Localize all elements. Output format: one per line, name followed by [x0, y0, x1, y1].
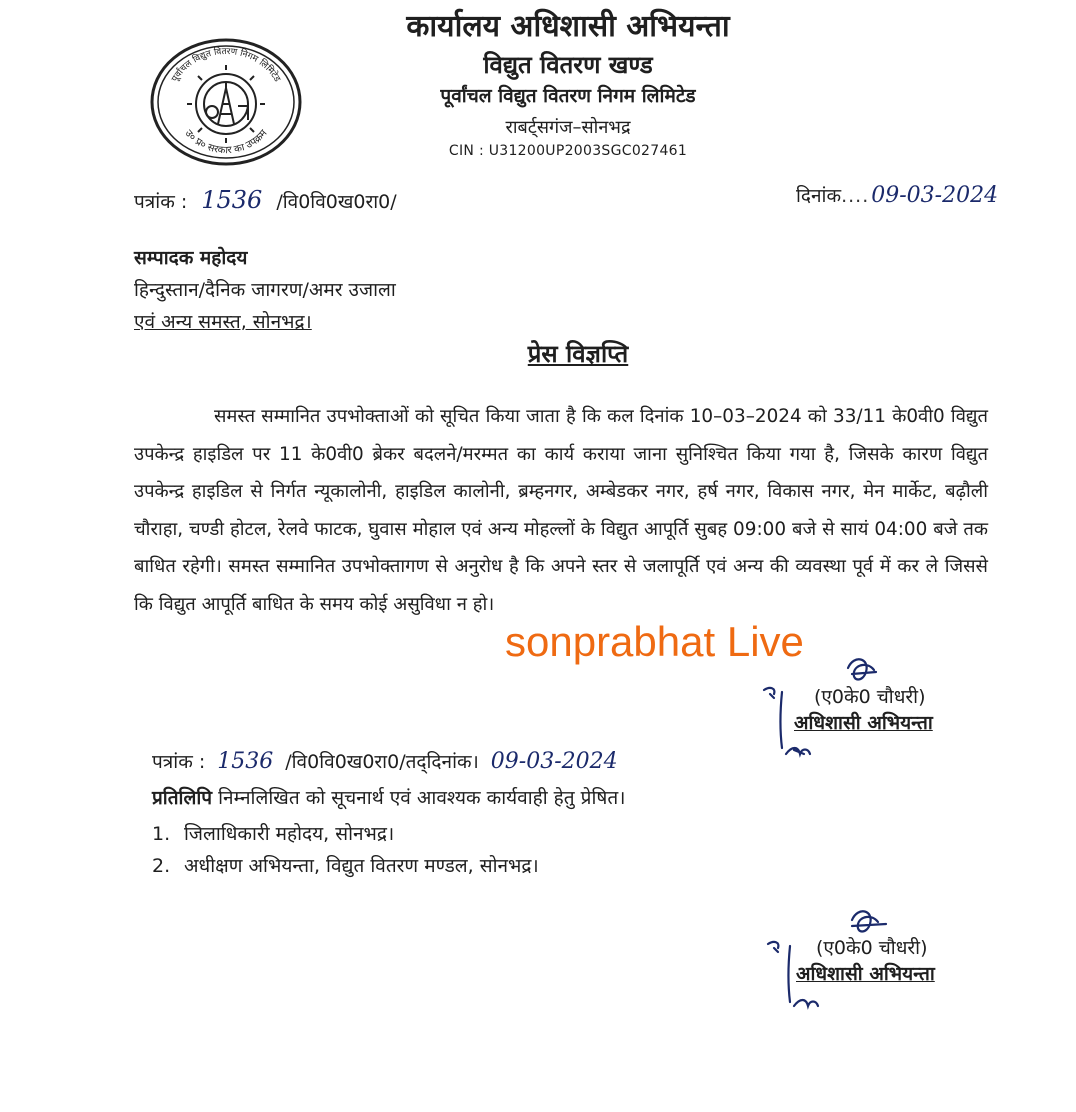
copy-reference-suffix: /वि0वि0ख0रा0/तद्‌दिनांक।: [285, 751, 479, 773]
office-title: कार्यालय अधिशासी अभियन्ता: [406, 9, 730, 44]
signatory-title-1: अधिशासी अभियन्ता: [794, 712, 933, 734]
reference-line: [134, 186, 397, 214]
location-name: राबर्ट्सगंज–सोनभद्र: [505, 117, 631, 138]
list-item-number: 2.: [152, 855, 171, 877]
copy-recipient-list: [152, 818, 539, 882]
subject-heading: प्रेस विज्ञप्ति: [527, 340, 629, 368]
copy-intro-rest: निम्नलिखित को सूचनार्थ एवं आवश्यक कार्यवाही हेतु प्रेषित।: [218, 787, 626, 809]
seal-ring-text-bottom: उ० प्र० सरकार का उपक्रम: [182, 128, 270, 157]
signatory-title-2: अधिशासी अभियन्ता: [796, 963, 935, 985]
reference-number: 1536: [201, 186, 263, 214]
list-item-text: अधीक्षण अभियन्ता, विद्युत वितरण मण्डल, सोनभद्र।: [184, 855, 539, 877]
addressee-line2: हिन्दुस्तान/दैनिक जागरण/अमर उजाला: [134, 279, 396, 301]
signatory-name-1: (ए0के0 चौधरी): [814, 686, 926, 708]
date-label: दिनांक: [796, 185, 842, 207]
copy-reference-line: [152, 748, 618, 774]
list-item: [152, 850, 539, 882]
press-release-body: समस्त सम्मानित उपभोक्ताओं को सूचित किया जाता है कि कल दिनांक 10–03–2024 को 33/11 के0वी0 विद्युत उपकेन्द्र हाइडिल पर 11 के0वी0 ब्रेकर बदलने/मरम्मत का कार्य कराया जाना सुनिश्चित किया गया है, जिसके कारण विद्युत उपकेन्द्र हाइडिल से निर्गत न्यूकालोनी, हाइडिल कालोनी, ब्रम्हनगर, अम्बेडकर नगर, हर्ष नगर, विकास नगर, मेन मार्केट, बढ़ौली चौराहा, चण्डी होटल, रेलवे फाटक, घुवास मोहाल एवं अन्य मोहल्लों के विद्युत आपूर्ति सुबह 09:00 बजे से सायं 04:00 बजे तक बाधित रहेगी। समस्त सम्मानित उपभोक्तागण से अनुरोध है कि अपने स्तर से जलापूर्ति एवं अन्य की व्यवस्था पूर्व में कर ले जिससे कि विद्युत आपूर्ति बाधित के समय कोई असुविधा न हो।: [134, 406, 988, 615]
signature-block-2: [796, 934, 935, 986]
signatory-name-2: (ए0के0 चौधरी): [816, 937, 928, 959]
cin-number: CIN : U31200UP2003SGC027461: [448, 143, 688, 159]
addressee-line3: एवं अन्य समस्त, सोनभद्र।: [134, 311, 312, 333]
copy-reference-label: पत्रांक :: [152, 751, 206, 773]
copy-reference-date: 09-03-2024: [490, 749, 618, 774]
date-line: [796, 182, 998, 208]
company-name: पूर्वांचल विद्युत वितरण निगम लिमिटेड: [440, 85, 696, 107]
list-item: [152, 818, 539, 850]
date-value: 09-03-2024: [871, 183, 999, 208]
division-name: विद्युत वितरण खण्ड: [483, 51, 653, 79]
addressee-line1: सम्पादक महोदय: [134, 247, 248, 269]
copy-reference-number: 1536: [217, 749, 274, 774]
list-item-text: जिलाधिकारी महोदय, सोनभद्र।: [184, 823, 395, 845]
reference-label: पत्रांक :: [134, 191, 188, 213]
watermark-text: sonprabhat Live: [505, 618, 804, 665]
date-dots: ....: [841, 185, 870, 207]
copy-intro-bold: प्रतिलिपि: [152, 787, 213, 809]
copy-intro: [152, 784, 625, 810]
reference-suffix: /वि0वि0ख0रा0/: [276, 191, 397, 213]
signature-block-1: [794, 683, 933, 735]
seal-ring-text-top: पूर्वांचल विद्युत वितरण निगम लिमिटेड: [170, 46, 282, 84]
list-item-number: 1.: [152, 823, 171, 845]
